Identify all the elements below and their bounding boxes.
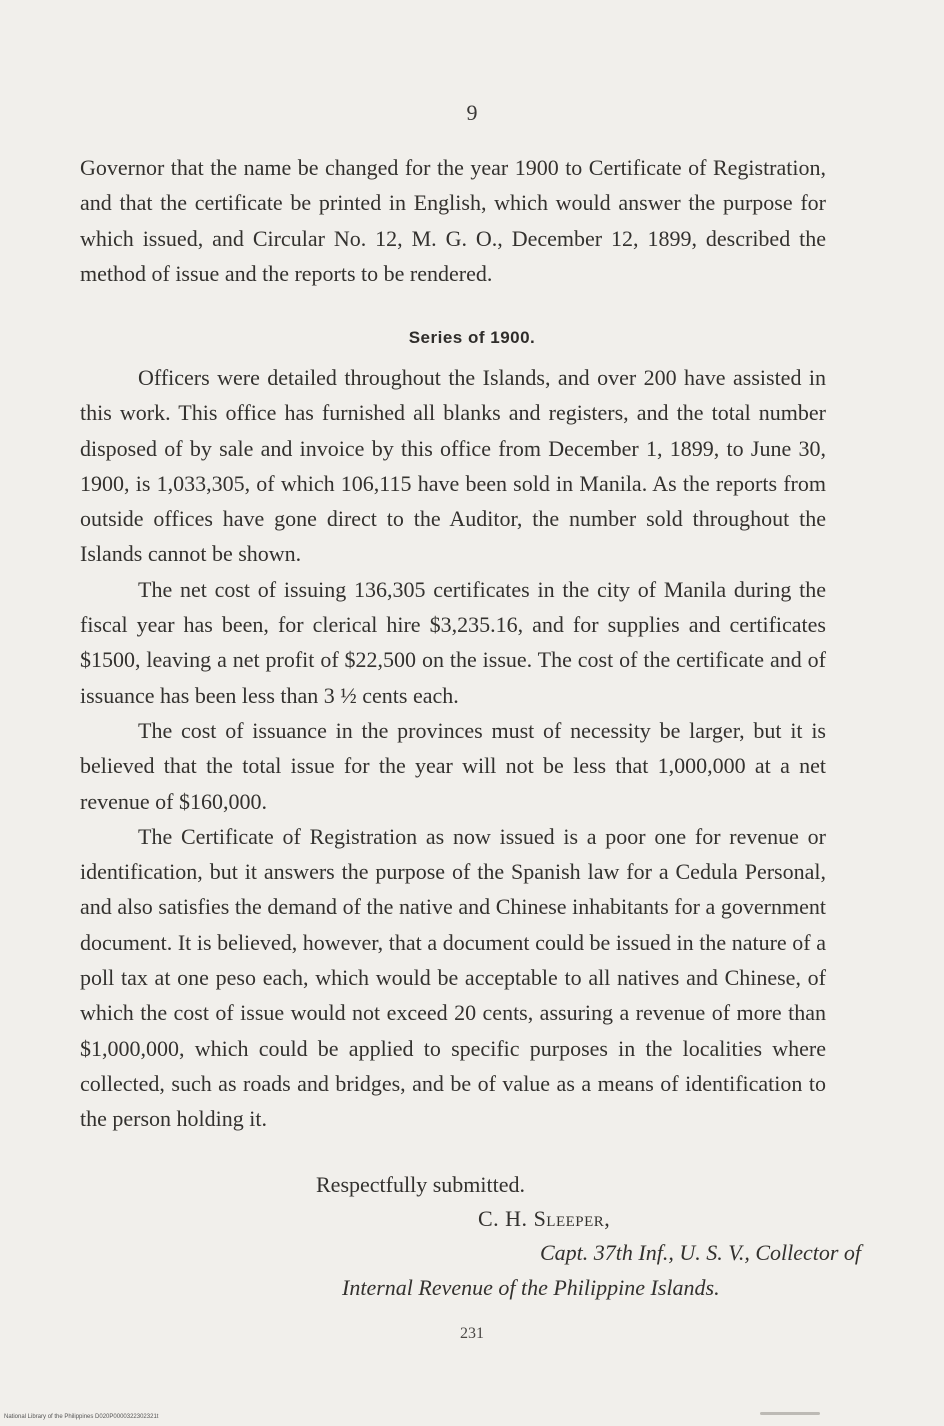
paragraph: The net cost of issuing 136,305 certificates in the city of Manila during the fiscal year has been, for clerical hire $3,235.16, and for supplies and certificates $1500, leaving a net profit of $22,500 on the issue. The cost of the certificate and of issuance has been less than 3 ½ cents each. (80, 576, 826, 708)
paragraph: The cost of issuance in the provinces must of necessity be larger, but it is believed that the total issue for the year will not be less that 1,000,000 at a net revenue of $160,000. (80, 717, 826, 814)
paragraph: Officers were detailed throughout the Islands, and over 200 have assisted in this work. This office has furnished all blanks and registers, and the total number disposed of by sale and invoice by this office from December 1, 1899, to June 30, 1900, is 1,033,305, of which 106,115 have been sold in Manila. As the reports from outside offices have gone direct to the Auditor, the number sold throughout the Islands cannot be shown. (80, 365, 826, 567)
page-number: 9 (466, 100, 478, 125)
folio-number: 231 (460, 1325, 484, 1342)
intro-paragraph-block (80, 150, 826, 291)
signer-surname: Sleeper, (533, 1206, 611, 1231)
closing-salutation: Respectfully submitted. (316, 1172, 525, 1197)
signer-title-line-1: Capt. 37th Inf., U. S. V., Collector of (540, 1240, 862, 1265)
signer-name (478, 1206, 610, 1232)
intro-paragraph: Governor that the name be changed for the year 1900 to Certificate of Registration, and that the certificate be printed in English, which would answer the purpose for which issued, and Circular No. 12, M. G. O., December 12, 1899, described the method of issue and the reports to be rendered. (80, 155, 826, 286)
body-paragraphs (80, 360, 826, 1137)
signer-initials: C. H. (478, 1206, 528, 1231)
footer-note: National Library of the Philippines D020P0000322302321t (4, 1414, 159, 1420)
signer-title-line-2: Internal Revenue of the Philippine Islands. (342, 1275, 720, 1300)
section-heading: Series of 1900. (408, 328, 536, 347)
paragraph: The Certificate of Registration as now issued is a poor one for revenue or identification, but it answers the purpose of the Spanish law for a Cedula Personal, and also satisfies the demand of the native and Chinese inhabitants for a government document. It is believed, however, that a document could be issued in the nature of a poll tax at one peso each, which would be acceptable to all natives and Chinese, of which the cost of issue would not exceed 20 cents, assuring a revenue of more than $1,000,000, which could be applied to specific purposes in the localities where collected, such as roads and bridges, and be of value as a means of identification to the person holding it. (80, 823, 826, 1132)
scan-mark (760, 1412, 820, 1415)
